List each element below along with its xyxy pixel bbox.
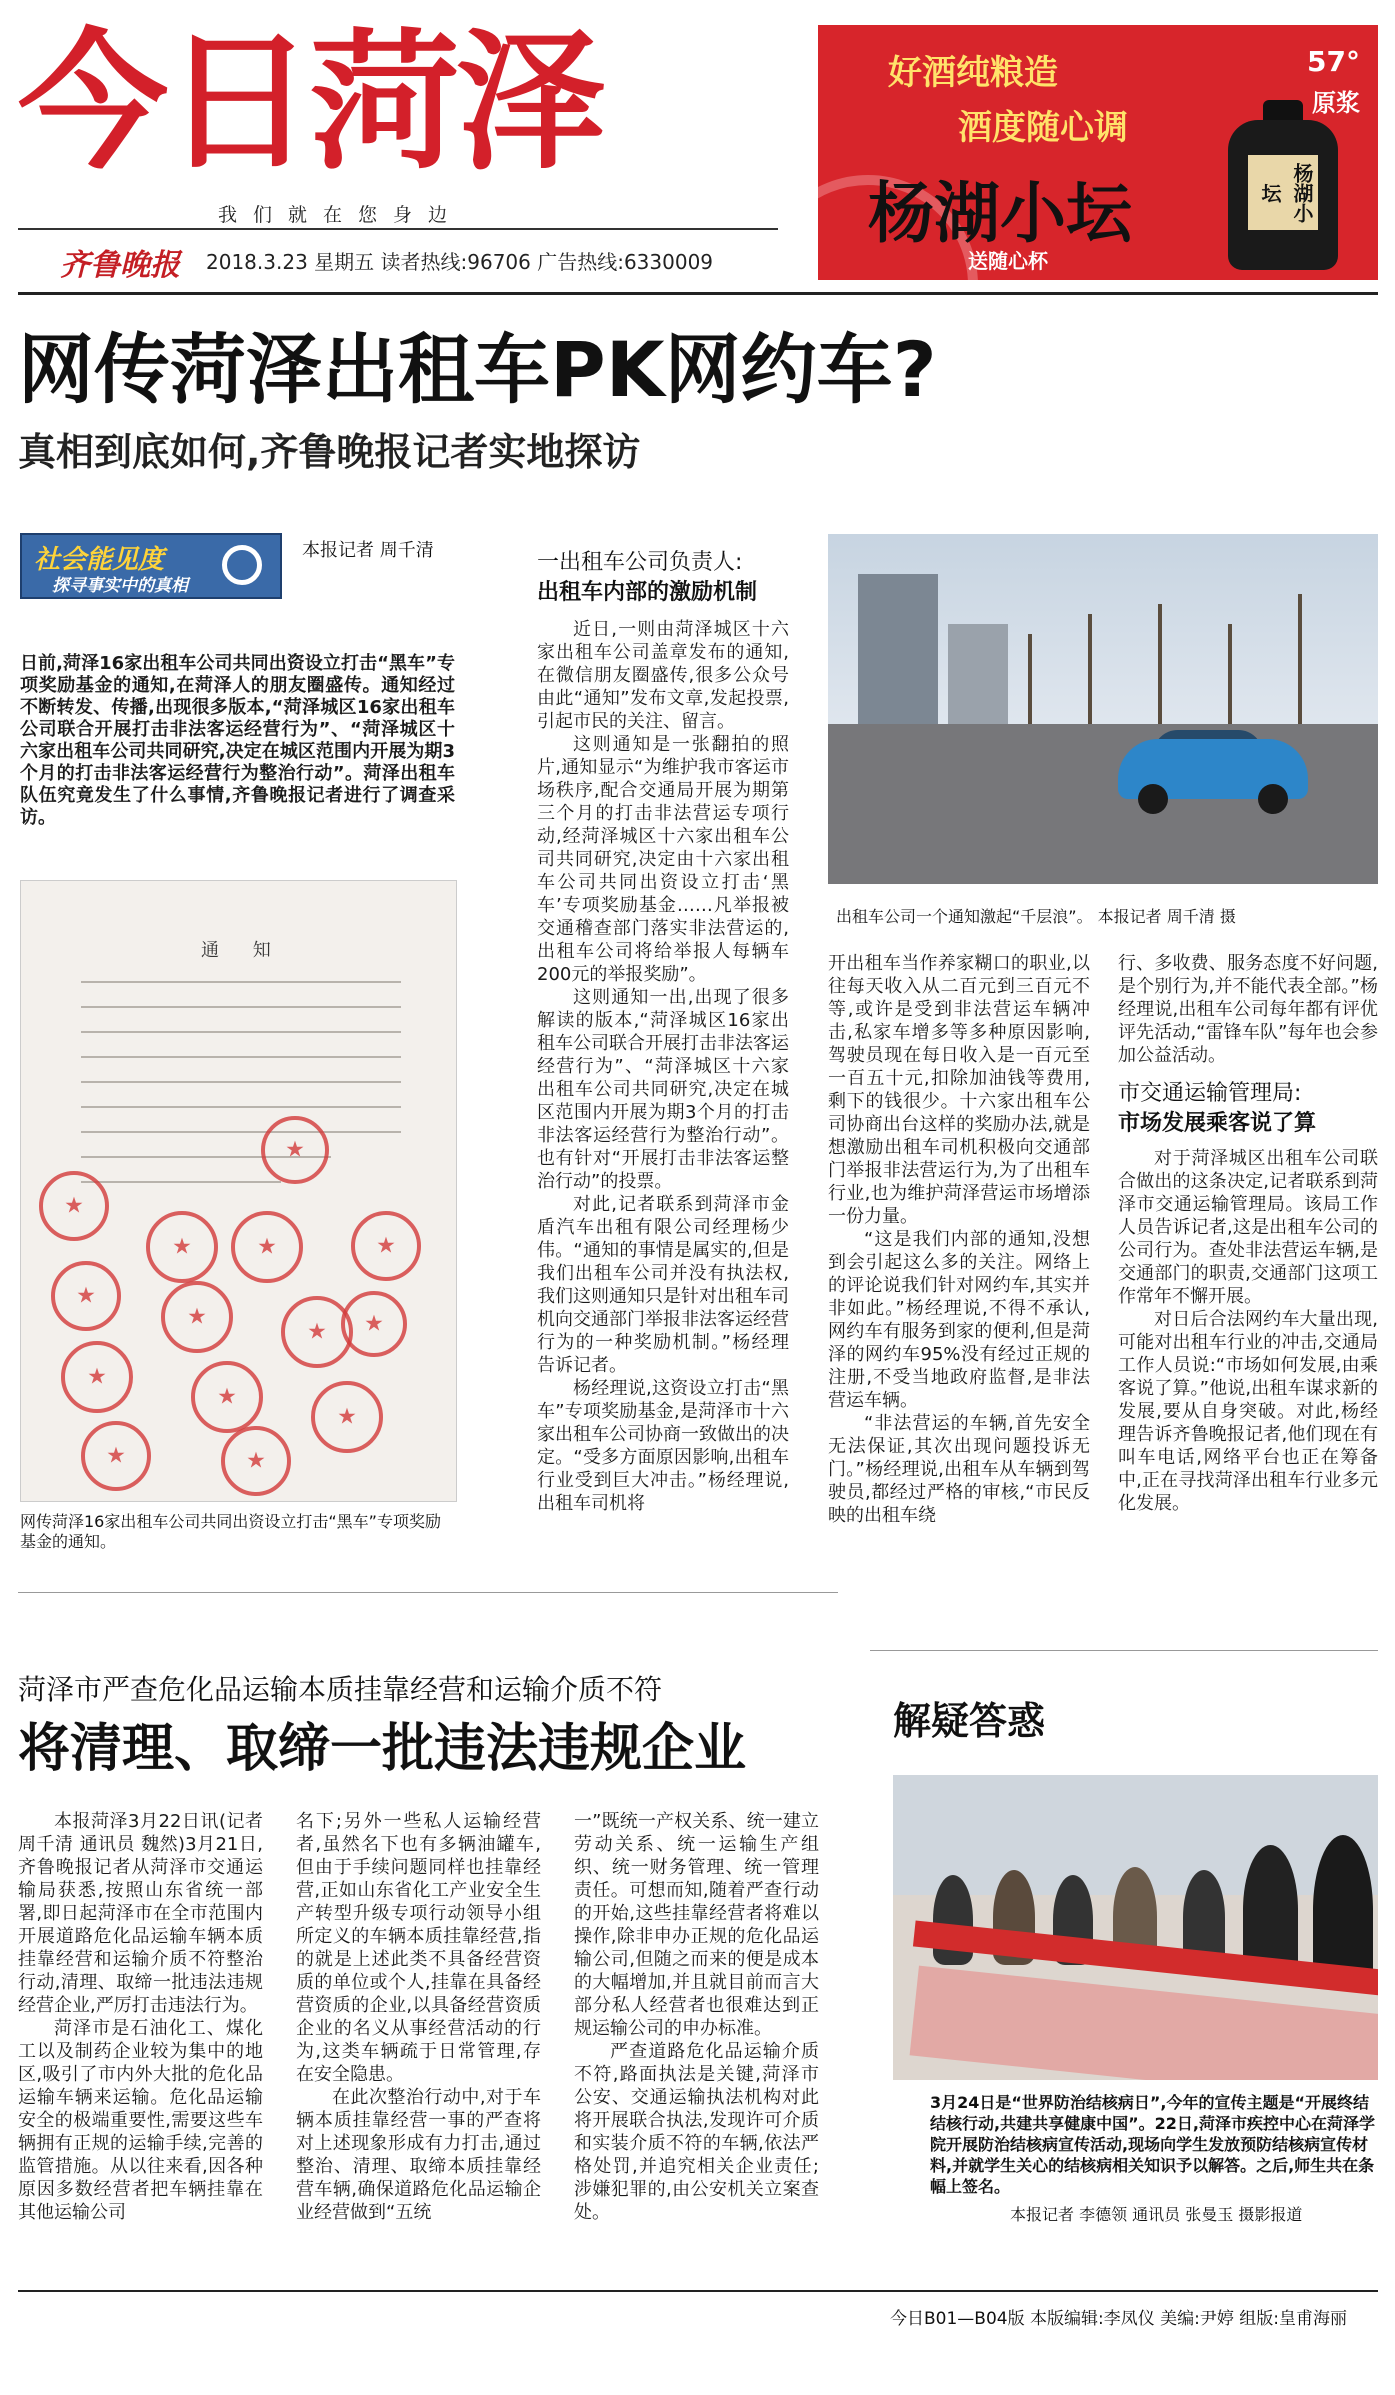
section-divider bbox=[18, 1592, 838, 1593]
story2-column-2 bbox=[296, 1810, 541, 2224]
masthead-rule bbox=[18, 228, 778, 230]
masthead-slogan: 我们就在您身边 bbox=[218, 204, 464, 226]
notice-caption: 网传菏泽16家出租车公司共同出资设立打击“黑车”专项奖励基金的通知。 bbox=[20, 1512, 441, 1551]
paragraph: 菏泽市是石油化工、煤化工以及制药企业较为集中的地区,吸引了市内外大批的危化品运输车辆来运输。危化品运输安全的极端重要性,需要这些车辆拥有正规的运输手续,完善的监管措施。从以往来看,因各种原因多数经营者把车辆挂靠在其他运输公司 bbox=[18, 2018, 263, 2223]
section1-title: 出租车内部的激励机制 bbox=[537, 580, 758, 605]
section2-title: 市场发展乘客说了算 bbox=[1118, 1111, 1317, 1136]
paragraph: “这是我们内部的通知,没想到会引起这么多的关注。网络上的评论说我们针对网约车,其实并非如此。”杨经理说,不得不承认,网约车有服务到家的便利,但是菏泽的网约车95%没有经过正规的注册,不受当地政府监督,是非法营运车辆。 bbox=[828, 1229, 1090, 1411]
taxi-photo bbox=[828, 534, 1378, 884]
masthead-title: 今日菏泽 bbox=[18, 16, 603, 190]
column-badge-tagline: 探寻事实中的真相 bbox=[52, 576, 188, 596]
notice-photo bbox=[20, 880, 457, 1502]
ad-degree: 57° bbox=[1307, 45, 1360, 78]
column-badge-title: 社会能见度 bbox=[34, 545, 165, 575]
lead-paragraph: 日前,菏泽16家出租车公司共同出资设立打击“黑车”专项奖励基金的通知,在菏泽人的朋友圈盛传。通知经过不断转发、传播,出现很多版本,“菏泽城区16家出租车公司联合开展打击非法客运经营行为”、“菏泽城区十六家出租车公司共同研究,决定在城区范围内开展为期3个月的打击非法客运经营行为整治行动”。菏泽出租车队伍究竟发生了什么事情,齐鲁晚报记者进行了调查采访。 bbox=[20, 653, 455, 828]
story2-column-1 bbox=[18, 1810, 263, 2224]
notice-title: 通 知 bbox=[201, 940, 285, 961]
paragraph: 一”既统一产权关系、统一建立劳动关系、统一运输生产组织、统一财务管理、统一管理责任。可想而知,随着严查行动的开始,这些挂靠经营者将难以操作,除非申办正规的危化品运输公司,但随之而来的便是成本的大幅增加,并且就目前而言大部分私人经营者也很难达到正规运输公司的申办标准。 bbox=[574, 1811, 819, 2039]
lead-headline: 网传菏泽出租车PK网约车? bbox=[18, 325, 937, 414]
section-divider bbox=[870, 1650, 1378, 1651]
paragraph: 杨经理说,这资设立打击“黑车”专项奖励基金,是菏泽市十六家出租车公司协商一致做出的决定。“受多方面原因影响,出租车行业受到巨大冲击。”杨经理说,出租车司机将 bbox=[537, 1378, 789, 1514]
paragraph: 对日后合法网约车大量出现,可能对出租车行业的冲击,交通局工作人员说:“市场如何发展,由乘客说了算。”他说,出租车谋求新的发展,要从自身突破。对此,杨经理告诉齐鲁晚报记者,他们现在有叫车电话,网络平台也正在筹备中,正在寻找菏泽出租车行业多元化发展。 bbox=[1118, 1309, 1378, 1514]
section1-kicker: 一出租车公司负责人: bbox=[537, 550, 743, 575]
students-photo bbox=[893, 1775, 1378, 2080]
story2-column-3 bbox=[574, 1810, 819, 2224]
taxi-photo-caption: 出租车公司一个通知激起“千层浪”。 本报记者 周千清 摄 bbox=[836, 907, 1236, 926]
ad-degree-label: 原浆 bbox=[1312, 89, 1360, 117]
magnifier-icon bbox=[222, 545, 262, 585]
paragraph: 对于菏泽城区出租车公司联合做出的这条决定,记者联系到菏泽市交通运输管理局。该局工作人员告诉记者,这是出租车公司的公司行为。查处非法营运车辆,是交通部门的职责,交通部门这项工作常年不懈开展。 bbox=[1118, 1148, 1378, 1307]
paragraph: 这则通知是一张翻拍的照片,通知显示“为维护我市客运市场秩序,配合交通局开展为期第三个月的打击非法营运专项行动,经菏泽城区十六家出租车公司共同研究,决定由十六家出租车公司共同出资设立打击‘黑车’专项奖励基金……凡举报被交通稽查部门落实非法营运的,出租车公司将给举报人每辆车200元的举报奖励”。 bbox=[537, 734, 789, 985]
paragraph: 近日,一则由菏泽城区十六家出租车公司盖章发布的通知,在微信朋友圈盛传,很多公众号由此“通知”发布文章,发起投票,引起市民的关注、留言。 bbox=[537, 619, 789, 732]
lead-column-4 bbox=[1118, 952, 1378, 1515]
students-photo-caption: 3月24日是“世界防治结核病日”,今年的宣传主题是“开展终结结核行动,共建共享健康中国”。22日,菏泽市疾控中心在菏泽学院开展防治结核病宣传活动,现场向学生发放预防结核病宣传材料,并就学生关心的结核病相关知识予以解答。之后,师生共在条幅上签名。 bbox=[930, 2093, 1375, 2196]
ad-slogan-1: 好酒纯粮造 bbox=[888, 53, 1058, 93]
dateline: 2018.3.23 星期五 读者热线:96706 广告热线:6330009 bbox=[206, 250, 714, 274]
paragraph: 本报菏泽3月22日讯(记者 周千清 通讯员 魏然)3月21日,齐鲁晚报记者从菏泽市交通运输局获悉,按照山东省统一部署,即日起菏泽市在全市范围内开展道路危化品运输车辆本质挂靠经营和运输介质不符整治行动,清理、取缔一批违法违规经营企业,严厉打击违法行为。 bbox=[18, 1811, 263, 2016]
footer-rule bbox=[18, 2290, 1378, 2292]
footer-credits: 今日B01—B04版 本版编辑:李凤仪 美编:尹婷 组版:皇甫海丽 bbox=[890, 2309, 1347, 2329]
paper-name-logo: 齐鲁晚报 bbox=[60, 248, 180, 283]
column-badge bbox=[20, 533, 282, 599]
paragraph: 名下;另外一些私人运输经营者,虽然名下也有多辆油罐车,但由于手续问题同样也挂靠经营,正如山东省化工产业安全生产转型升级专项行动领导小组所定义的车辆本质挂靠经营,指的就是上述此类不具备经营资质的单位或个人,挂靠在具备经营资质的企业,以具备经营资质企业的名义从事经营活动的行为,这类车辆疏于日常管理,存在安全隐患。 bbox=[296, 1811, 541, 2085]
paragraph: 在此次整治行动中,对于车辆本质挂靠经营一事的严查将对上述现象形成有力打击,通过整治、清理、取缔本质挂靠经营车辆,确保道路危化品运输企业经营做到“五统 bbox=[296, 2087, 541, 2223]
lead-byline: 本报记者 周千清 bbox=[302, 540, 434, 561]
paragraph: “非法营运的车辆,首先安全无法保证,其次出现问题投诉无门。”杨经理说,出租车从车辆到驾驶员,都经过严格的审核,“市民反映的出租车绕 bbox=[828, 1413, 1090, 1526]
paragraph: 严查道路危化品运输介质不符,路面执法是关键,菏泽市公安、交通运输执法机构对此将开展联合执法,发现许可介质和实装介质不符的车辆,依法严格处罚,并追究相关企业责任;涉嫌犯罪的,由公安机关立案查处。 bbox=[574, 2041, 819, 2223]
bottle-label: 杨湖小坛 bbox=[1248, 155, 1318, 230]
lead-column-2 bbox=[537, 618, 789, 1515]
lead-column-3 bbox=[828, 952, 1090, 1527]
ad-subtitle: 送随心杯 bbox=[968, 249, 1048, 273]
header-rule bbox=[18, 292, 1378, 295]
paragraph: 对此,记者联系到菏泽市金盾汽车出租有限公司经理杨少伟。“通知的事情是属实的,但是我们出租车公司并没有执法权,我们这则通知只是针对出租车司机向交通部门举报非法客运经营行为的一种奖励机制。”杨经理告诉记者。 bbox=[537, 1194, 789, 1376]
story2-title: 将清理、取缔一批违法违规企业 bbox=[18, 1719, 747, 1779]
ad-slogan-2: 酒度随心调 bbox=[958, 108, 1128, 148]
lead-subhead: 真相到底如何,齐鲁晚报记者实地探访 bbox=[18, 430, 641, 474]
story2-kicker: 菏泽市严查危化品运输本质挂靠经营和运输介质不符 bbox=[18, 1673, 663, 1706]
liquor-advertisement[interactable] bbox=[818, 25, 1378, 280]
qa-title: 解疑答惑 bbox=[893, 1699, 1046, 1743]
section2-kicker: 市交通运输管理局: bbox=[1118, 1081, 1302, 1106]
paragraph: 这则通知一出,出现了很多解读的版本,“菏泽城区16家出租车公司联合开展打击非法客运经营行为”、“菏泽城区十六家出租车公司共同研究,决定在城区范围内开展为期3个月的打击非法客运经营行为整治行动”。也有针对“开展打击非法客运整治行动”的投票。 bbox=[537, 987, 789, 1192]
ad-brand: 杨湖小坛 bbox=[868, 174, 1132, 252]
students-photo-byline: 本报记者 李德领 通讯员 张曼玉 摄影报道 bbox=[1010, 2205, 1303, 2224]
paragraph: 开出租车当作养家糊口的职业,以往每天收入从二百元到三百元不等,或许是受到非法营运车辆冲击,私家车增多等多种原因影响,驾驶员现在每日收入是一百元至一百五十元,扣除加油钱等费用,剩下的钱很少。十六家出租车公司协商出台这样的奖励办法,就是想激励出租车司机积极向交通部门举报非法营运行为,为了出租车行业,也为维护菏泽营运市场增添一份力量。 bbox=[828, 953, 1090, 1227]
paragraph: 行、多收费、服务态度不好问题,是个别行为,并不能代表全部。”杨经理说,出租车公司每年都有评优评先活动,“雷锋车队”每年也会参加公益活动。 bbox=[1118, 953, 1378, 1066]
